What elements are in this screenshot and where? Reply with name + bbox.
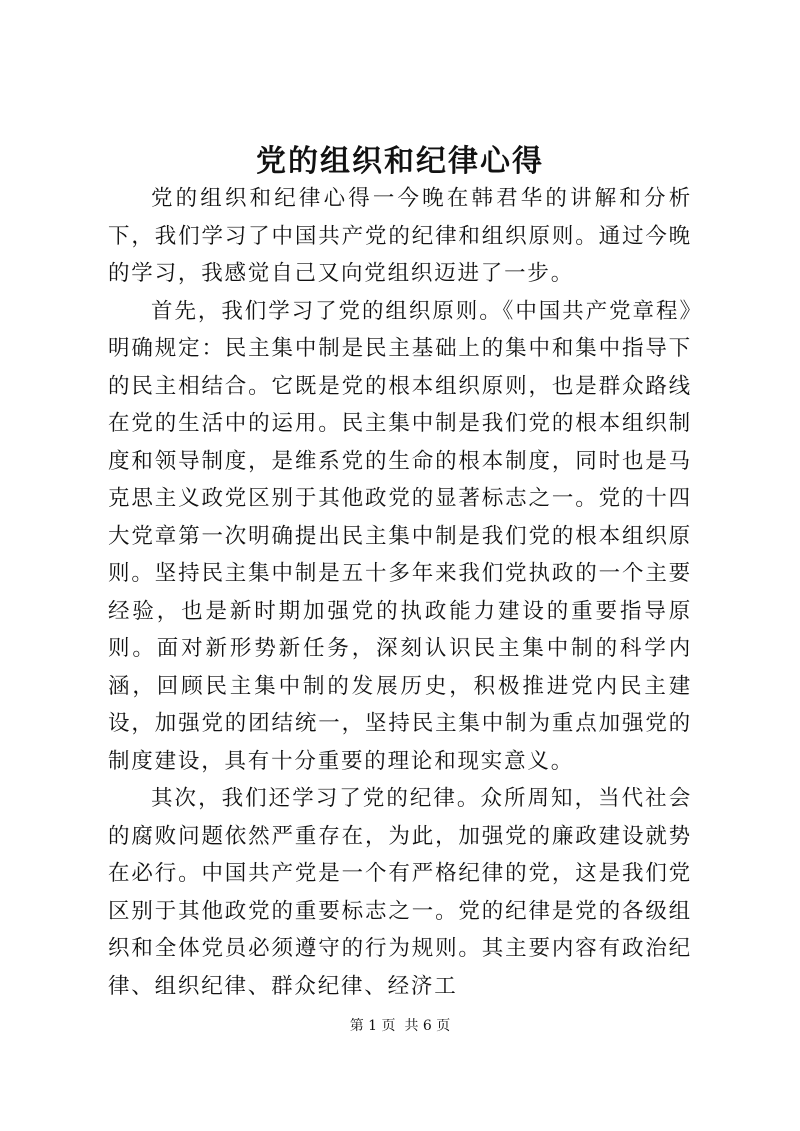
paragraph-party-discipline: 其次，我们还学习了党的纪律。众所周知，当代社会的腐败问题依然严重存在，为此，加强党的廉政建设就势在必行。中国共产党是一个有严格纪律的党，这是我们党区别于其他政党的重要标志之一。党的纪律是党的各级组织和全体党员必须遵守的行为规则。其主要内容有政治纪律、组织纪律、群众纪律、经济工 <box>108 786 692 999</box>
paragraph-organization-principle: 首先，我们学习了党的组织原则。《中国共产党章程》明确规定：民主集中制是民主基础上的集中和集中指导下的民主相结合。它既是党的根本组织原则，也是群众路线在党的生活中的运用。民主集中制是我们党的根本组织制度和领导制度，是维系党的生命的根本制度，同时也是马克思主义政党区别于其他政党的显著标志之一。党的十四大党章第一次明确提出民主集中制是我们党的根本组织原则。坚持民主集中制是五十多年来我们党执政的一个主要经验，也是新时期加强党的执政能力建设的重要指导原则。面对新形势新任务，深刻认识民主集中制的科学内涵，回顾民主集中制的发展历史，积极推进党内民主建设，加强党的团结统一，坚持民主集中制为重点加强党的制度建设，具有十分重要的理论和现实意义。 <box>108 298 692 774</box>
document-title: 党的组织和纪律心得 <box>256 144 544 179</box>
paragraph-intro: 党的组织和纪律心得一今晚在韩君华的讲解和分析下，我们学习了中国共产党的纪律和组织原则。通过今晚的学习，我感觉自己又向党组织迈进了一步。 <box>108 186 692 286</box>
document-body <box>108 180 692 1005</box>
page-footer: 第 1 页 共 6 页 <box>349 1018 451 1034</box>
